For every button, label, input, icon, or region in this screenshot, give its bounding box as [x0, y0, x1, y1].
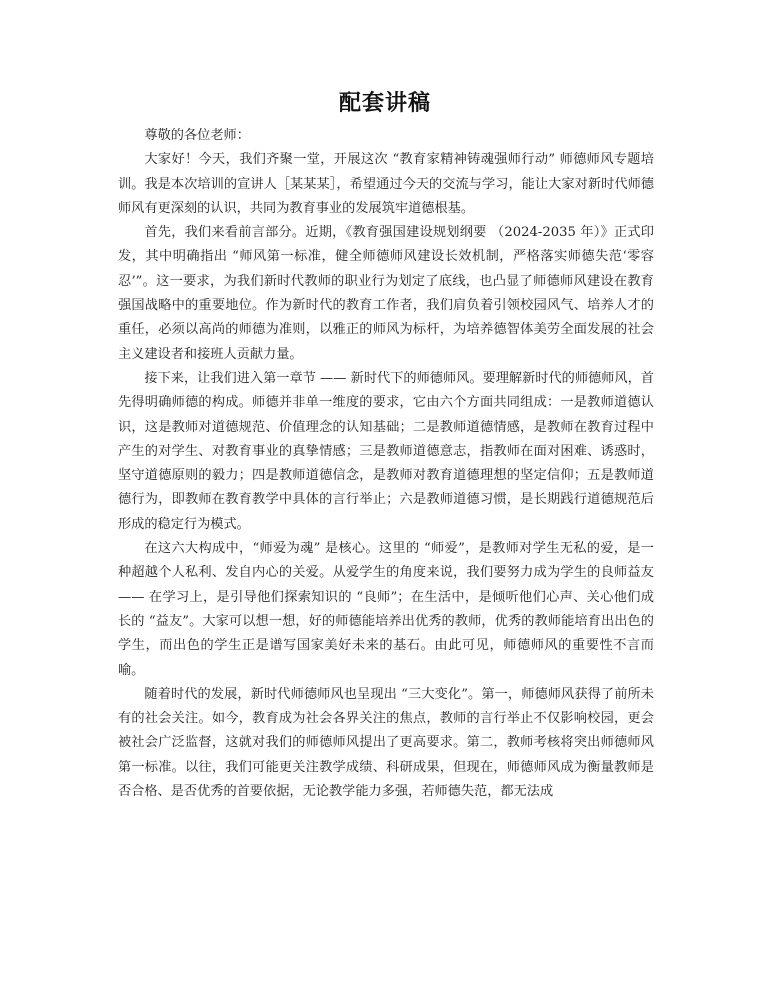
paragraph-teacher-love: 在这六大构成中，“师爱为魂” 是核心。这里的 “师爱”，是教师对学生无私的爱，是一种超越个人私利、发自内心的关爱。从爱学生的角度来说，我们要努力成为学生的良师益友 —— 在学习上，是引导他们探索知识的 “良师”；在生活中，是倾听他们心声、关心他们成长的 “益友”。大家可以想一想，好的师德能培养出优秀的教师，优秀的教师能培育出出色的学生，而出色的学生正是谱写国家美好未来的基石。由此可见，师德师风的重要性不言而喻。 — [118, 541, 654, 678]
paragraph-intro: 大家好！今天，我们齐聚一堂，开展这次 “教育家精神铸魂强师行动” 师德师风专题培训。我是本次培训的宣讲人［某某某］，希望通过今天的交流与学习，能让大家对新时代师德师风有更深刻的认识，共同为教育事业的发展筑牢道德根基。 — [118, 152, 654, 216]
greeting-line: 尊敬的各位老师： — [144, 128, 250, 143]
paragraph-chapter-one: 接下来，让我们进入第一章节 —— 新时代下的师德师风。要理解新时代的师德师风，首先得明确师德的构成。师德并非单一维度的要求，它由六个方面共同组成：一是教师道德认识，这是教师对道德规范、价值理念的认知基础；二是教师道德情感，是教师在教育过程中产生的对学生、对教育事业的真挚情感；三是教师道德意志，指教师在面对困难、诱惑时，坚守道德原则的毅力；四是教师道德信念，是教师对教育道德理想的坚定信仰；五是教师道德行为，即教师在教育教学中具体的言行举止；六是教师道德习惯，是长期践行道德规范后形成的稳定行为模式。 — [118, 370, 654, 532]
document-title: 配套讲稿 — [338, 90, 431, 116]
paragraph-three-changes: 随着时代的发展，新时代师德师风也呈现出 “三大变化”。第一，师德师风获得了前所未有的社会关注。如今，教育成为社会各界关注的焦点，教师的言行举止不仅影响校园，更会被社会广泛监督，这就对我们的师德师风提出了更高要求。第二，教师考核将突出师德师风第一标准。以往，我们可能更关注教学成绩、科研成果，但现在，师德师风成为衡量教师是否合格、是否优秀的首要依据，无论教学能力多强，若师德失范，都无法成 — [118, 686, 654, 800]
paragraph-preface: 首先，我们来看前言部分。近期，《教育强国建设规划纲要 （2024-2035 年）》正式印发，其中明确指出 “师风第一标准，健全师德师风建设长效机制，严格落实师德失范‘零容忍’”。这一要求，为我们新时代教师的职业行为划定了底线，也凸显了师德师风建设在教育强国战略中的重要地位。作为新时代的教育工作者，我们肩负着引领校园风气、培养人才的重任，必须以高尚的师德为准则，以雅正的师风为标杆，为培养德智体美劳全面发展的社会主义建设者和接班人贡献力量。 — [118, 225, 654, 362]
document-body — [118, 124, 654, 804]
